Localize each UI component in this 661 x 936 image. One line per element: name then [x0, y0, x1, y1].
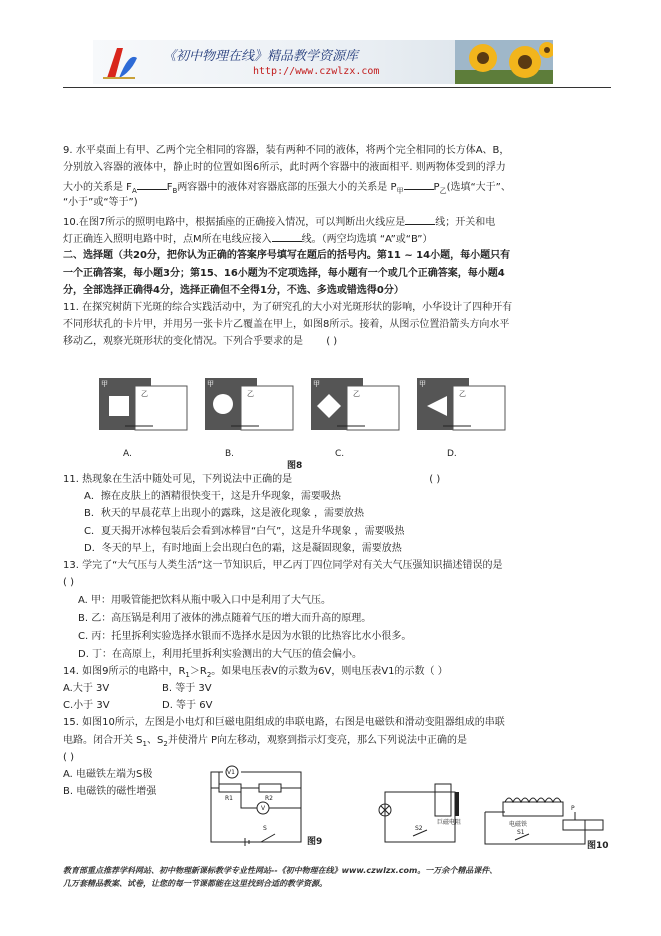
q11b-option-d: D．冬天的早上，有时地面上会出现白色的霜，这是凝固现象，需要放热 [84, 543, 402, 554]
q11a-line-2: 不同形状孔的卡片甲，并用另一张卡片乙覆盖在甲上，如图8所示。接着，从图示位置沿箭头方向水平 [63, 319, 510, 330]
q14-option-a: A.大于 3V [63, 683, 110, 694]
figure-8 [95, 374, 507, 470]
fig8-label-d: D. [447, 449, 457, 459]
q15-answer-paren[interactable]: ( ) [63, 752, 74, 763]
q9-line-2: 分别放入容器的液体中，静止时的位置如图6所示，此时两个容器中的液面相平. 则两物体受到的浮力 [63, 162, 506, 173]
fig8-jia-b: 甲 [207, 380, 214, 388]
fig10-gmr-label: 巨磁电阻 [437, 819, 462, 826]
q10-text-d: 线。（两空均选填 “A”或“B”） [301, 234, 433, 245]
q10-text-b: 线；开关和电 [435, 217, 496, 228]
fig8-card-b [205, 378, 293, 430]
q9-sub-a: A [131, 187, 137, 195]
q10-blank-1[interactable] [405, 215, 435, 225]
figure-10 [375, 772, 625, 852]
fig9-r2-label: R2 [265, 795, 273, 802]
fig10-s1-label: S1 [517, 829, 525, 836]
footer-line-2: 几万套精品教案、试卷，让您的每一节课都能在这里找到合适的教学资源。 [63, 879, 327, 888]
q9-blank-2[interactable] [404, 180, 434, 190]
fig8-jia-a: 甲 [101, 380, 108, 388]
q15-text-c: 并使滑片 P向左移动，观察到指示灯变亮，那么下列说法中正确的是 [167, 735, 468, 746]
footer-line-1: 教育部重点推荐学科网站、初中物理新课标教学专业性网站--《初中物理在线》www.czwlzx.com。一万余个精品课件、 [63, 866, 498, 875]
q13-option-b: B. 乙：高压锅是利用了液体的沸点随着气压的增大而升高的原理。 [78, 613, 372, 624]
q11a-text: 移动乙，观察光斑形状的变化情况。下列合乎要求的是 [63, 336, 303, 347]
q15-sub-2: 2 [163, 740, 168, 748]
q14-text-a: 14. 如图9所示的电路中，R [63, 666, 186, 677]
q9-sub-yi: 乙 [439, 187, 447, 195]
fig10-em-label: 电磁铁 [509, 821, 528, 828]
sunflower-decoration-icon [455, 40, 553, 84]
q9-line-1: 9. 水平桌面上有甲、乙两个完全相同的容器，装有两种不同的液体，将两个完全相同的长方体A、B， [63, 145, 510, 156]
q15-text-b: 、S [147, 735, 164, 746]
q9-text-b: F [166, 182, 173, 193]
fig9-v-label: V [261, 805, 266, 812]
q14-sub-2: 2 [206, 671, 212, 679]
q10-line-1 [63, 215, 495, 229]
q14-option-b: B. 等于 3V [162, 683, 212, 694]
q11a-line-3 [63, 336, 337, 348]
q13-answer-paren[interactable]: ( ) [63, 577, 74, 588]
fig8-jia-c: 甲 [313, 380, 320, 388]
q15-line-2 [63, 735, 467, 750]
q10-text-a: 10.在图7所示的照明电路中，根据插座的正确接入情况，可以判断出火线应是 [63, 217, 406, 228]
q15-text-a: 电路。闭合开关 S [63, 735, 143, 746]
fig8-label-b: B. [225, 449, 235, 459]
q10-line-2 [63, 232, 432, 246]
q11b-line-1 [63, 474, 440, 486]
fig10-caption: 图10 [587, 841, 609, 851]
fig10-s2-label: S2 [415, 825, 423, 832]
q14-option-d: D. 等于 6V [162, 700, 213, 711]
q11a-line-1: 11. 在探究树荫下光斑的综合实践活动中，为了研究孔的大小对光斑形状的影响，小华设计了四种开有 [63, 302, 513, 313]
site-logo-icon [99, 42, 139, 82]
fig8-yi-c: 乙 [353, 390, 360, 398]
fig8-yi-a: 乙 [141, 390, 148, 398]
q9-sub-b: B [172, 187, 178, 195]
section2-line-1: 二、选择题（共20分，把你认为正确的答案序号填写在题后的括号内。第11 ~ 14小题，每小题只有 [63, 250, 511, 261]
q14-text-b: ＞R [189, 666, 207, 677]
fig9-r1-label: R1 [225, 795, 233, 802]
q15-line-1: 15. 如图10所示，左图是小电灯和巨磁电阻组成的串联电路，右图是电磁铁和滑动变阻器组成的串联 [63, 717, 505, 728]
fig8-label-c: C. [335, 449, 345, 459]
header-rule [63, 87, 611, 88]
q11a-answer-paren[interactable]: ( ) [326, 336, 338, 347]
q11b-option-b: B．秋天的早晨花草上出现小的露珠，这是液化现象 ，需要放热 [84, 508, 365, 519]
q15-option-b: B. 电磁铁的磁性增强 [63, 786, 157, 797]
fig8-yi-d: 乙 [459, 390, 466, 398]
fig8-caption: 图8 [287, 461, 303, 470]
q14-sub-1: 1 [185, 671, 190, 679]
q9-blank-1[interactable] [137, 180, 167, 190]
fig10-p-label: P [571, 805, 575, 812]
q11b-answer-paren[interactable]: ( ) [429, 474, 441, 485]
header-banner [93, 40, 553, 84]
q9-text-e: (选填“大于”、 [446, 182, 511, 193]
section2-line-2: 一个正确答案，每小题3分；第15、16小题为不定项选择，每小题有一个或几个正确答案，每小题4 [63, 268, 505, 279]
q9-line-4: “小于”或“等于”) [63, 197, 138, 208]
q14-line-1 [63, 666, 448, 681]
q10-text-c: 灯正确连入照明电路中时，点M所在电线应接入 [63, 234, 272, 245]
q15-sub-1: 1 [142, 740, 147, 748]
q9-text-c: 两容器中的液体对容器底部的压强大小的关系是 P [177, 182, 397, 193]
fig8-yi-b: 乙 [247, 390, 254, 398]
fig9-v1-label: V1 [227, 769, 235, 776]
q13-option-d: D. 丁：在高原上，利用托里拆利实验测出的大气压的值会偏小。 [78, 649, 363, 660]
fig8-card-a [99, 378, 187, 430]
q10-blank-2[interactable] [272, 232, 302, 242]
q13-option-c: C. 丙：托里拆利实验选择水银而不选择水是因为水银的比热容比水小很多。 [78, 631, 412, 642]
q9-sub-jia: 甲 [396, 187, 404, 195]
q14-option-c: C.小于 3V [63, 700, 110, 711]
fig9-caption: 图9 [307, 837, 323, 847]
q9-line-3 [63, 180, 511, 197]
banner-url[interactable]: http://www.czwlzx.com [253, 66, 380, 77]
q15-option-a: A. 电磁铁左端为S极 [63, 769, 153, 780]
q13-option-a: A. 甲：用吸管能把饮料从瓶中吸入口中是利用了大气压。 [78, 595, 332, 606]
fig8-card-d [417, 378, 505, 430]
q14-text-c: 。如果电压表V的示数为6V，则电压表V1的示数（ ） [211, 666, 448, 677]
figure-9 [205, 764, 335, 849]
q9-text-a: 大小的关系是 F [63, 182, 132, 193]
q11b-text: 11. 热现象在生活中随处可见，下列说法中正确的是 [63, 474, 293, 485]
fig8-label-a: A. [123, 449, 132, 459]
q11b-option-a: A．擦在皮肤上的酒精很快变干，这是升华现象，需要吸热 [84, 491, 341, 502]
fig9-s-label: S [263, 825, 267, 832]
fig8-card-c [311, 378, 399, 430]
section2-line-3: 分，全部选择正确得4分，选择正确但不全得1分，不选、多选或错选得0分） [63, 285, 404, 296]
fig8-jia-d: 甲 [419, 380, 426, 388]
q13-line-1: 13. 学完了“大气压与人类生活”这一节知识后，甲乙丙丁四位同学对有关大气压强知识描述错误的是 [63, 560, 503, 571]
q9-text-d: P [433, 182, 440, 193]
banner-title: 《初中物理在线》精品教学资源库 [163, 49, 359, 64]
q11b-option-c: C．夏天揭开冰棒包装后会看到冰棒冒“白气”，这是升华现象 ，需要吸热 [84, 526, 405, 537]
